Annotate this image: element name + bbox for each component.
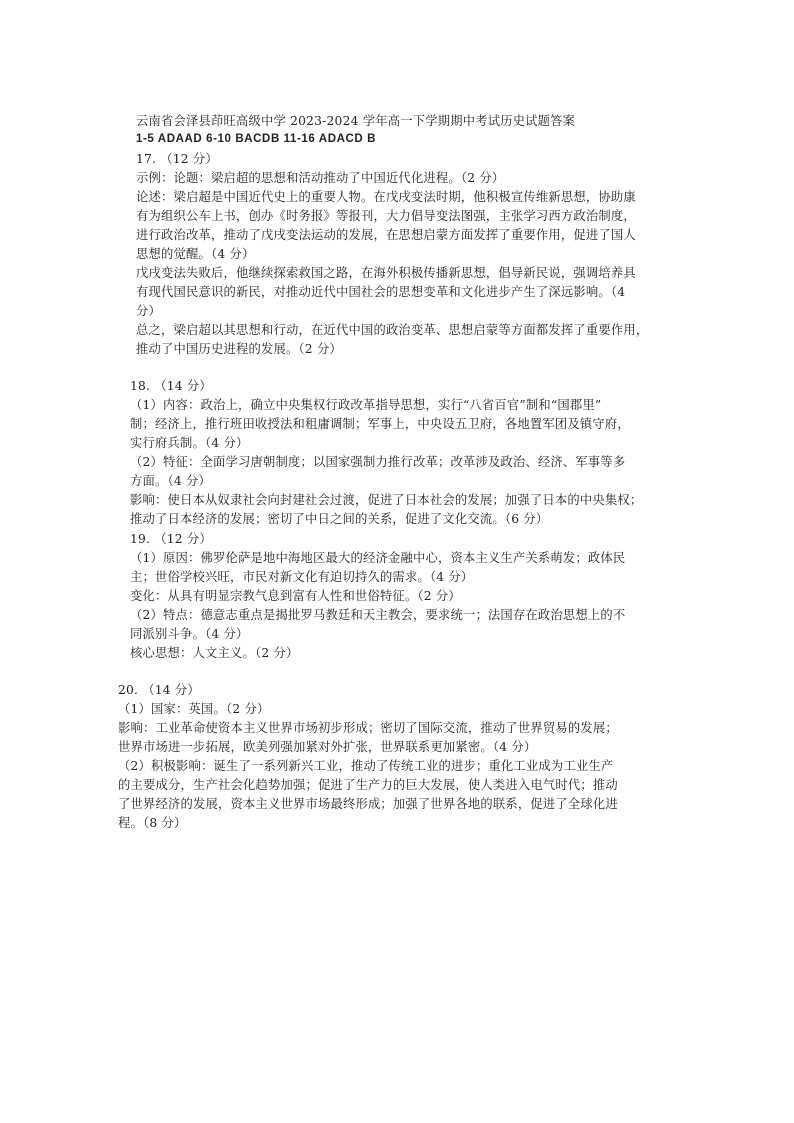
q17-line: 分） — [136, 304, 161, 318]
q20-line: 影响：工业革命使资本主义世界市场初步形成；密切了国际交流，推动了世界贸易的发展； — [118, 721, 618, 735]
q17-line: 总之，梁启超以其思想和行动，在近代中国的政治变革、思想启蒙等方面都发挥了重要作用， — [136, 323, 649, 337]
q18-line: （2）特征：全面学习唐朝制度；以国家强制力推行改革；改革涉及政治、经济、军事等多 — [130, 455, 626, 469]
q20-heading: 20. （14 分） — [118, 683, 200, 697]
q17-line: 推动了中国历史进程的发展。（2 分） — [136, 342, 342, 356]
q19-line: 变化：从具有明显宗教气息到富有人性和世俗特征。（2 分） — [130, 589, 461, 603]
q20-line: 了世界经济的发展，资本主义世界市场最终形成；加强了世界各地的联系，促进了全球化进 — [118, 797, 618, 811]
q17-line: 戊戌变法失败后，他继续探索救国之路，在海外积极传播新思想，倡导新民说，强调培养具 — [136, 266, 636, 280]
q17-line: 有现代国民意识的新民，对推动近代中国社会的思想变革和文化进步产生了深远影响。（4 — [136, 285, 626, 299]
q17-line: 思想的觉醒。（4 分） — [136, 247, 255, 261]
q19-line: （2）特点：德意志重点是揭批罗马教廷和天主教会，要求统一；法国存在政治思想上的不 — [130, 608, 626, 622]
q17-line: 论述：梁启超是中国近代史上的重要人物。在戊戌变法时期，他积极宣传维新思想，协助康 — [136, 190, 636, 204]
q20-line: （2）积极影响：诞生了一系列新兴工业，推动了传统工业的进步；重化工业成为工业生产 — [118, 759, 614, 773]
document-title: 云南省会泽县茚旺高级中学 2023-2024 学年高一下学期期中考试历史试题答案 — [136, 114, 576, 128]
q20-line: （1）国家：英国。（2 分） — [118, 702, 270, 716]
q18-line: （1）内容：政治上，确立中央集权行政改革指导思想，实行“八省百官”制和“国郡里” — [130, 398, 602, 412]
q20-line: 的主要成分，生产社会化趋势加强；促进了生产力的巨大发展，使人类进入电气时代；推动 — [118, 778, 618, 792]
q18-heading: 18. （14 分） — [130, 379, 212, 393]
q20-line: 世界市场进一步拓展，欧美列强加紧对外扩张，世界联系更加紧密。（4 分） — [118, 740, 537, 754]
q18-line: 推动了日本经济的发展；密切了中日之间的关系，促进了文化交流。（6 分） — [130, 512, 549, 526]
q17-line: 有为组织公车上书，创办《时务报》等报刊，大力倡导变法图强，主张学习西方政治制度， — [136, 209, 636, 223]
multiple-choice-answers: 1-5 ADAAD 6-10 BACDB 11-16 ADACD B — [136, 133, 377, 145]
q17-line: 示例：论题：梁启超的思想和活动推动了中国近代化进程。（2 分） — [136, 171, 505, 185]
q19-heading: 19. （12 分） — [130, 532, 212, 546]
q20-line: 程。（8 分） — [118, 816, 187, 830]
q19-line: 同派别斗争。（4 分） — [130, 627, 249, 641]
q18-line: 方面。（4 分） — [130, 474, 211, 488]
q18-line: 实行府兵制。（4 分） — [130, 436, 249, 450]
q17-heading: 17. （12 分） — [136, 152, 218, 166]
q18-line: 制；经济上，推行班田收授法和租庸调制；军事上，中央设五卫府，各地置军团及镇守府， — [130, 417, 630, 431]
q17-line: 进行政治改革，推动了戊戌变法运动的发展，在思想启蒙方面发挥了重要作用，促进了国人 — [136, 228, 636, 242]
q19-line: 主；世俗学校兴旺，市民对新文化有迫切持久的需求。（4 分） — [130, 570, 474, 584]
q19-line: 核心思想：人文主义。（2 分） — [130, 646, 299, 660]
q19-line: （1）原因：佛罗伦萨是地中海地区最大的经济金融中心，资本主义生产关系萌发；政体民 — [130, 551, 626, 565]
q18-line: 影响：使日本从奴隶社会向封建社会过渡，促进了日本社会的发展；加强了日本的中央集权； — [130, 493, 643, 507]
